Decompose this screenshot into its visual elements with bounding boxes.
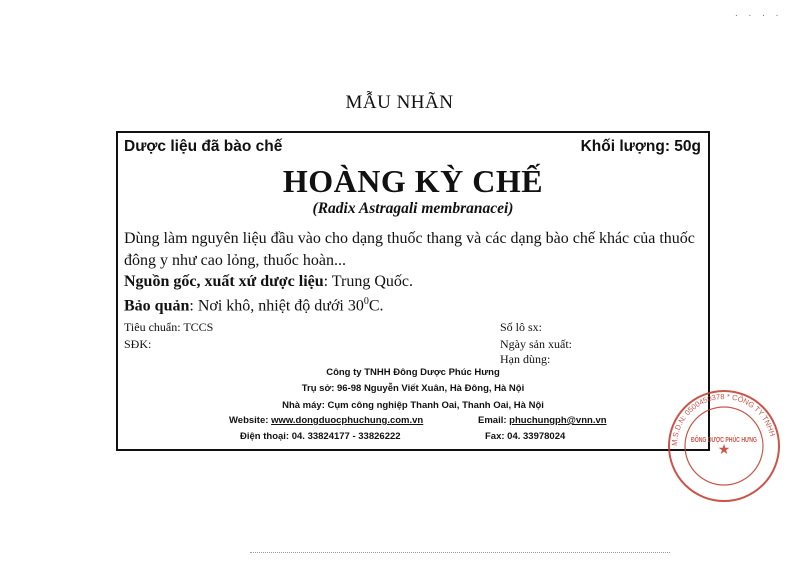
manufacture-date-text: Ngày sản xuất:	[500, 337, 572, 351]
corner-marks: . . . .	[735, 8, 783, 19]
degree-mark: 0	[363, 296, 369, 307]
origin-label: Nguồn gốc, xuất xứ dược liệu	[124, 273, 324, 290]
registration-text: SĐK:	[124, 337, 152, 351]
company-name: Công ty TNHH Đông Dược Phúc Hưng	[326, 367, 500, 378]
origin-line	[124, 273, 413, 291]
storage-value: : Nơi khô, nhiệt độ dưới 30	[189, 297, 364, 315]
product-name: HOÀNG KỲ CHẾ	[282, 163, 544, 199]
stamp-outer-text: M.S.D.N: 0500450378 * CÔNG TY TNHH	[669, 391, 777, 447]
website-line	[229, 415, 423, 426]
net-weight: Khối lượng: 50g	[580, 138, 701, 155]
storage-line	[124, 296, 384, 315]
product-type: Dược liệu đã bào chế	[124, 138, 283, 155]
stamp-inner-text: ĐÔNG DƯỢC PHÚC HƯNG	[691, 437, 781, 444]
email-line	[478, 415, 607, 426]
origin-value: : Trung Quốc.	[323, 273, 413, 290]
factory-address: Nhà máy: Cụm công nghiệp Thanh Oai, Thanh Oai, Hà Nội	[282, 400, 544, 411]
website-link[interactable]: www.dongduocphuchung.com.vn	[271, 415, 424, 426]
usage-description: Dùng làm nguyên liệu đầu vào cho dạng thuốc thang và các dạng bào chế khác của thuốc đông y như cao lỏng, thuốc hoàn...	[124, 230, 695, 269]
phone-text: Điện thoại: 04. 33824177 - 33826222	[240, 431, 401, 442]
office-address: Trụ sở: 96-98 Nguyễn Viết Xuân, Hà Đông, Hà Nội	[301, 383, 525, 394]
standard-text: Tiêu chuẩn: TCCS	[124, 320, 214, 334]
email-link[interactable]: phuchungph@vnn.vn	[509, 415, 607, 426]
stamp-star: ★	[717, 441, 731, 457]
bottom-scan-dots	[250, 552, 670, 556]
latin-name: (Radix Astragali membranacei)	[312, 200, 514, 217]
company-stamp	[666, 388, 782, 504]
fax-text: Fax: 04. 33978024	[485, 431, 566, 442]
expiry-date-text: Hạn dùng:	[500, 352, 551, 366]
document-title: MẪU NHÃN	[345, 92, 454, 113]
storage-label: Bảo quản	[124, 297, 190, 315]
storage-unit: C.	[368, 297, 384, 315]
website-label: Website:	[229, 415, 272, 426]
email-label: Email:	[478, 415, 510, 426]
lot-number-text: Số lô sx:	[500, 320, 543, 334]
